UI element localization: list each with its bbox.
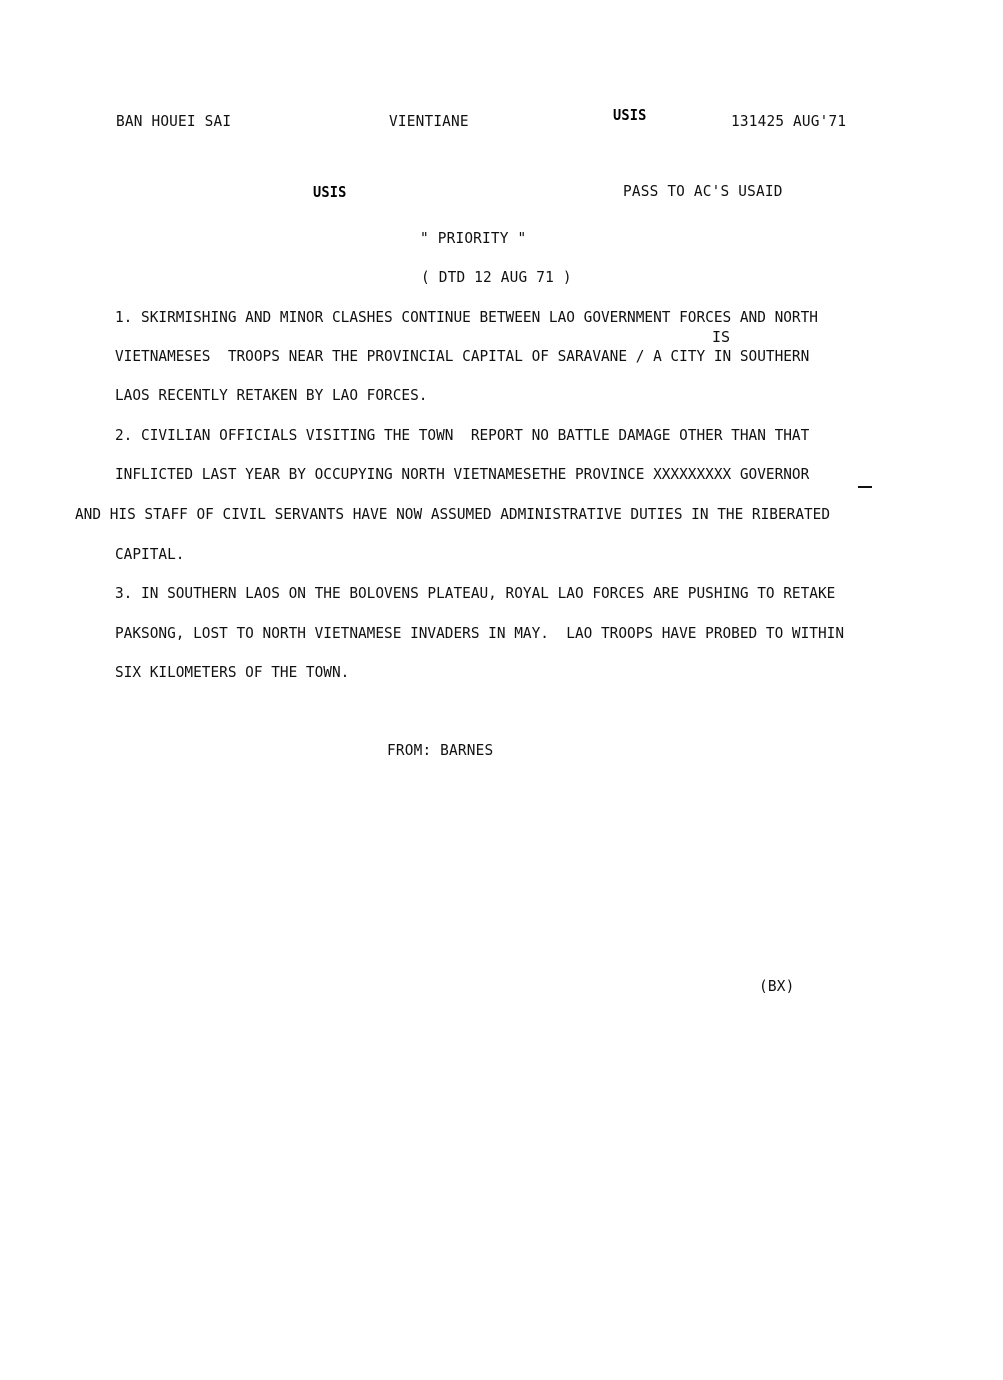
precedence: " PRIORITY " <box>420 229 527 247</box>
paragraph-1-insert: IS <box>712 328 731 346</box>
paragraph-2-line-1: 2. CIVILIAN OFFICIALS VISITING THE TOWN REPORT NO BATTLE DAMAGE OTHER THAN THAT <box>115 426 810 444</box>
signature-line: FROM: BARNES <box>387 741 494 759</box>
agency-code: USIS <box>613 106 647 124</box>
origin-station: BAN HOUEI SAI <box>116 112 232 130</box>
date-time-group: 131425 AUG'71 <box>731 112 847 130</box>
addressee: USIS <box>313 183 347 201</box>
destination-station: VIENTIANE <box>389 112 469 130</box>
paragraph-3-line-3: SIX KILOMETERS OF THE TOWN. <box>115 663 350 681</box>
paragraph-3-line-2: PAKSONG, LOST TO NORTH VIETNAMESE INVADERS IN MAY. LAO TROOPS HAVE PROBED TO WITHIN <box>115 624 845 642</box>
paragraph-1-line-1: 1. SKIRMISHING AND MINOR CLASHES CONTINUE BETWEEN LAO GOVERNMENT FORCES AND NORTH <box>115 308 818 326</box>
paragraph-1-line-3: LAOS RECENTLY RETAKEN BY LAO FORCES. <box>115 386 428 404</box>
typist-initials: (BX) <box>759 977 795 995</box>
paragraph-2-line-2: INFLICTED LAST YEAR BY OCCUPYING NORTH VIETNAMESETHE PROVINCE XXXXXXXXX GOVERNOR <box>115 465 810 483</box>
pass-to-line: PASS TO AC'S USAID <box>623 182 783 200</box>
paragraph-2-line-4: CAPITAL. <box>115 545 185 563</box>
correction-underline <box>858 486 872 488</box>
paragraph-2-line-3: AND HIS STAFF OF CIVIL SERVANTS HAVE NOW ASSUMED ADMINISTRATIVE DUTIES IN THE RIBERATED <box>75 505 831 523</box>
dated-line: ( DTD 12 AUG 71 ) <box>421 268 572 286</box>
paragraph-1-line-2: VIETNAMESES TROOPS NEAR THE PROVINCIAL CAPITAL OF SARAVANE / A CITY IN SOUTHERN <box>115 347 810 365</box>
paragraph-3-line-1: 3. IN SOUTHERN LAOS ON THE BOLOVENS PLATEAU, ROYAL LAO FORCES ARE PUSHING TO RETAKE <box>115 584 836 602</box>
